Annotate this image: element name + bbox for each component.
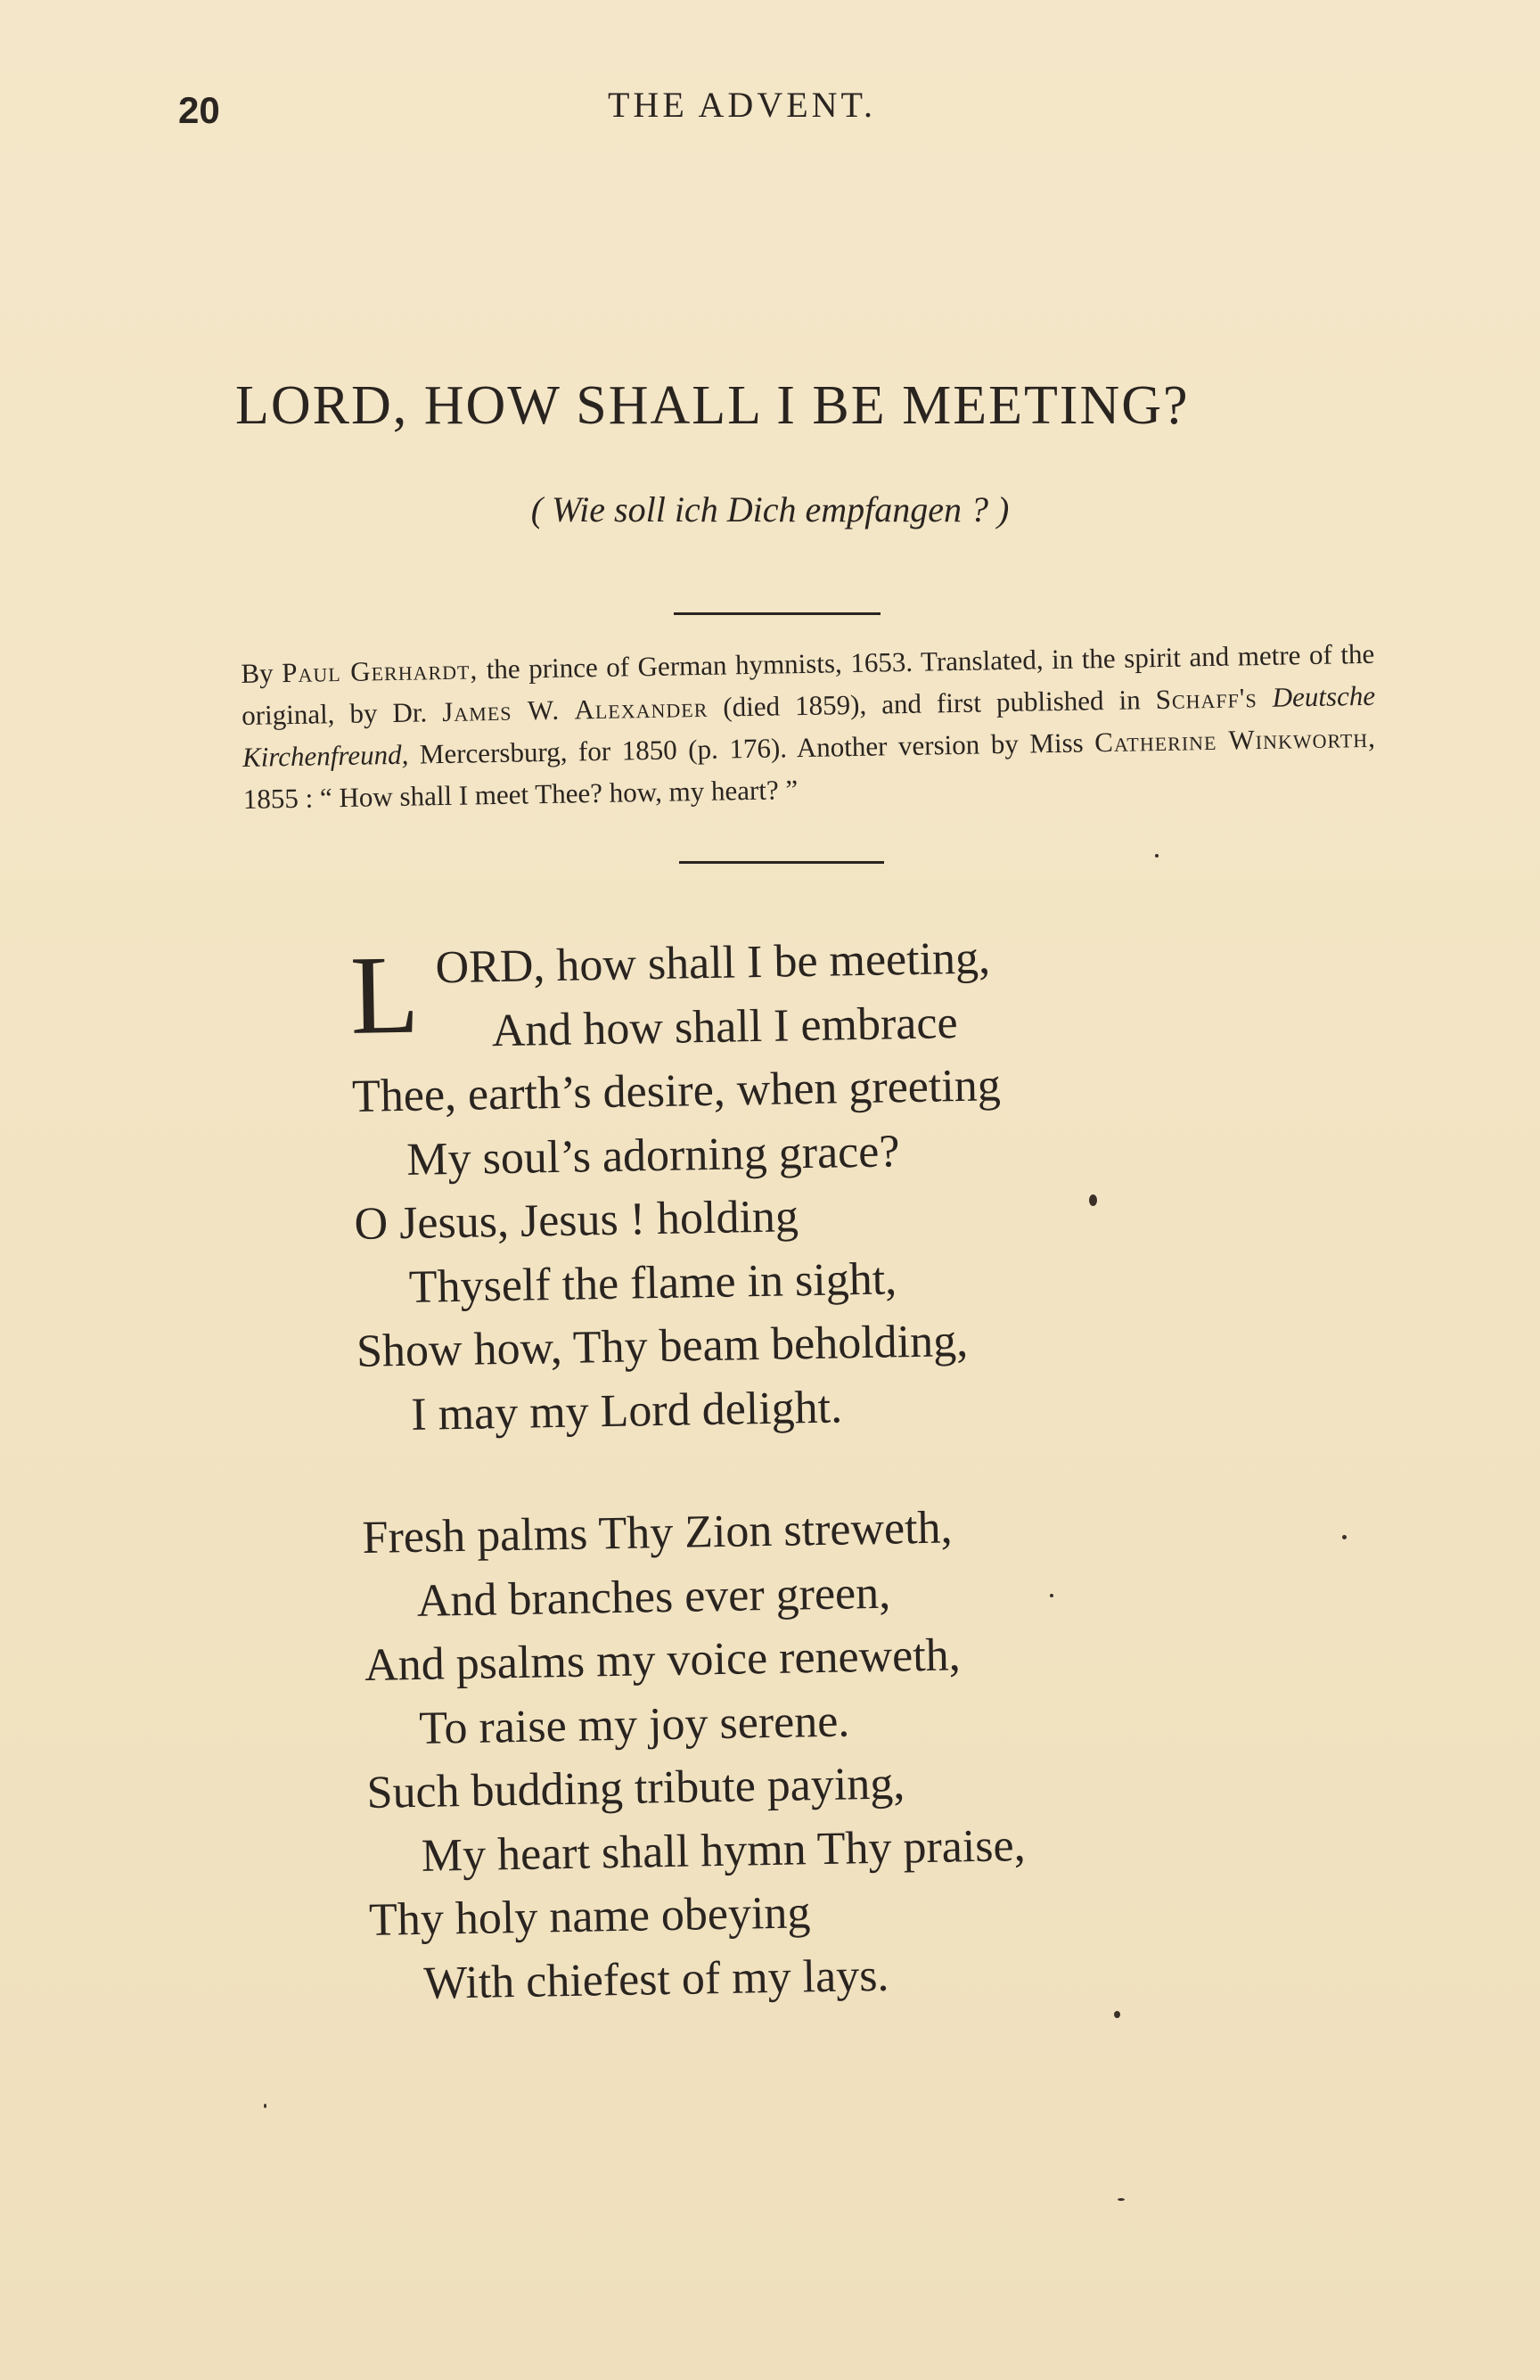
attribution-by: By (241, 657, 274, 689)
verse-line: O Jesus, Jesus ! holding (354, 1191, 799, 1250)
book-title: Deutsche Kirchenfreund, (242, 679, 1376, 773)
verse-line: My soul’s adorning grace? (405, 1125, 900, 1186)
author-name: Paul Gerhardt, (281, 653, 479, 689)
verse-line: Thy holy name obeying (368, 1887, 811, 1946)
verse-line: And psalms my voice reneweth, (364, 1629, 962, 1691)
hymn-title: LORD, HOW SHALL I BE MEETING? (235, 375, 1190, 436)
drop-cap: L (348, 932, 421, 1058)
paper-speck (1114, 2011, 1120, 2018)
translator-name: James W. Alexander (441, 691, 709, 728)
page-number: 20 (178, 89, 220, 131)
subtitle-text: Wie soll ich Dich empfangen ? (552, 489, 988, 529)
first-line-rest: ORD, how shall I be meeting, (435, 932, 991, 994)
hymn-subtitle (0, 488, 1540, 530)
running-head (0, 82, 1540, 135)
attribution-paragraph (189, 633, 1377, 821)
publisher-name: Schaff's (1155, 682, 1257, 716)
attribution-text-1: the prince of German hymnists, 1653. Translated, in the spirit and metre of the original, by Dr. (241, 637, 1375, 731)
paper-speck (1155, 854, 1159, 858)
paper-speck (1050, 1594, 1053, 1597)
subtitle-close-paren: ) (996, 489, 1010, 529)
paper-speck (1118, 2198, 1125, 2201)
stanza-2 (362, 1495, 1028, 2016)
divider-rule-bottom (679, 861, 884, 864)
other-translator-name: Catherine Winkworth, (1094, 721, 1377, 759)
verse-line: Show how, Thy beam beholding, (356, 1315, 969, 1377)
running-title: THE ADVENT. (608, 85, 876, 125)
verse-line: Such budding tribute paying, (366, 1758, 905, 1818)
divider-rule-top (674, 612, 881, 615)
paper-speck (1089, 1194, 1097, 1206)
attribution-text-2: (died 1859), and first published in (723, 684, 1141, 723)
verse-line: Thee, earth’s desire, when greeting (351, 1060, 1002, 1122)
verse-line: Thyself the flame in sight, (408, 1252, 897, 1313)
verse-line: I may my Lord delight. (410, 1381, 843, 1440)
verse-line: And branches ever green, (416, 1567, 891, 1627)
subtitle-open-paren: ( (530, 489, 544, 529)
verse-line: With chiefest of my lays. (422, 1949, 889, 2009)
paper-speck (1342, 1535, 1347, 1539)
attribution-text-3: Mercersburg, for 1850 (p. 176). Another version by Miss (419, 726, 1084, 770)
attribution-note (189, 633, 1377, 821)
paper-speck (264, 2104, 266, 2108)
verse-line: And how shall I embrace (491, 997, 958, 1056)
verse-line: To raise my joy serene. (418, 1695, 850, 1754)
verse-line: Fresh palms Thy Zion streweth, (362, 1502, 953, 1563)
stanza-1 (349, 926, 1007, 1448)
verse-line: My heart shall hymn Thy praise, (421, 1819, 1027, 1882)
attribution-text-4: 1855 : “ How shall I meet Thee? how, my heart? ” (242, 774, 799, 815)
